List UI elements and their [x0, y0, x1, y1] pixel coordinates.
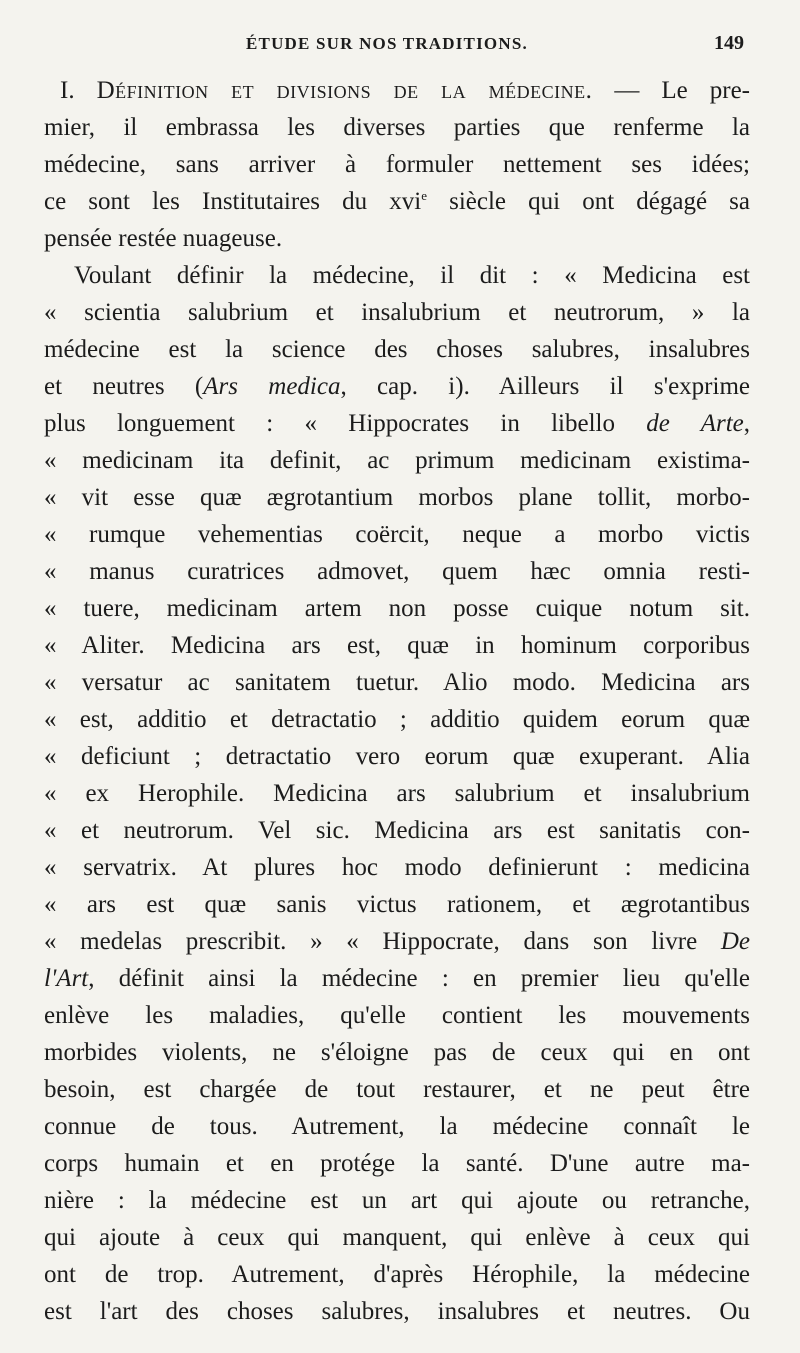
text-fragment: ,	[743, 410, 751, 437]
running-header	[40, 34, 750, 60]
text-line: « ars est quæ sanis victus rationem, et ægrotantibus	[44, 891, 750, 918]
text-line: « servatrix. At plures hoc modo definierunt : medicina	[44, 854, 750, 881]
text-line: connue de tous. Autrement, la médecine connaît le	[44, 1113, 750, 1140]
text-line: ont de trop. Autrement, d'après Hérophile, la médecine	[44, 1261, 750, 1288]
superscript: e	[421, 188, 427, 203]
page-number: 149	[714, 32, 744, 54]
text-line: « scientia salubrium et insalubrium et neutrorum, » la	[44, 299, 750, 326]
text-line: nière : la médecine est un art qui ajoute ou retranche,	[44, 1187, 750, 1214]
text-fragment: et neutres (	[44, 373, 204, 400]
text-line	[44, 927, 750, 957]
text-line: « Aliter. Medicina ars est, quæ in hominum corporibus	[44, 632, 750, 659]
text-fragment: ce sont les Institutaires du xvi	[44, 188, 422, 215]
text-line: mier, il embrassa les diverses parties que renferme la	[44, 114, 750, 141]
text-fragment: , définit ainsi la médecine : en premier lieu qu'elle	[88, 965, 750, 992]
paragraph-first-line: Voulant définir la médecine, il dit : « Medicina est	[74, 262, 750, 289]
italic-title: de Arte	[646, 410, 744, 437]
text-fragment: plus longuement : « Hippocrates in libello	[44, 410, 647, 437]
text-line: « versatur ac sanitatem tuetur. Alio modo. Medicina ars	[44, 669, 750, 696]
text-line: corps humain et en protége la santé. D'une autre ma-	[44, 1150, 750, 1177]
text-line: enlève les maladies, qu'elle contient les mouvements	[44, 1002, 750, 1029]
text-line: « est, additio et detractatio ; additio quidem eorum quæ	[44, 706, 750, 733]
text-line	[44, 187, 750, 217]
text-line: besoin, est chargée de tout restaurer, et ne peut être	[44, 1076, 750, 1103]
text-line: « medicinam ita definit, ac primum medicinam existima-	[44, 447, 750, 474]
italic-title: l'Art	[44, 965, 89, 992]
running-title: ÉTUDE SUR NOS TRADITIONS.	[246, 34, 528, 53]
section-title: Définition et divisions de la médecine.	[96, 77, 593, 104]
text-line	[44, 372, 750, 402]
text-line: « rumque vehementias coërcit, neque a morbo victis	[44, 521, 750, 548]
text-fragment: siècle qui ont dégagé sa	[426, 188, 750, 215]
text-line	[44, 964, 750, 994]
text-fragment: « medelas prescribit. » « Hippocrate, dans son livre	[44, 928, 721, 955]
text-line: « manus curatrices admovet, quem hæc omnia resti-	[44, 558, 750, 585]
italic-title: De	[720, 928, 750, 955]
text-line: médecine, sans arriver à formuler nettement ses idées;	[44, 151, 750, 178]
text-line: est l'art des choses salubres, insalubres et neutres. Ou	[44, 1298, 750, 1325]
text-line: médecine est la science des choses salubres, insalubres	[44, 336, 750, 363]
text-line: morbides violents, ne s'éloigne pas de ceux qui en ont	[44, 1039, 750, 1066]
text-line: pensée restée nuageuse.	[44, 225, 283, 252]
text-line: « vit esse quæ ægrotantium morbos plane tollit, morbo-	[44, 484, 750, 511]
text-fragment: , cap. i). Ailleurs il s'exprime	[340, 373, 750, 400]
text-line	[44, 409, 750, 439]
section-heading-continuation: — Le pre-	[592, 77, 750, 104]
text-line: qui ajoute à ceux qui manquent, qui enlève à ceux qui	[44, 1224, 750, 1251]
text-line: « et neutrorum. Vel sic. Medicina ars est sanitatis con-	[44, 817, 750, 844]
text-line: « ex Herophile. Medicina ars salubrium et insalubrium	[44, 780, 750, 807]
italic-title: Ars medica	[203, 373, 341, 400]
section-heading-line	[60, 76, 750, 106]
section-number: I.	[60, 77, 75, 104]
text-line: « deficiunt ; detractatio vero eorum quæ exuperant. Alia	[44, 743, 750, 770]
text-line: « tuere, medicinam artem non posse cuique notum sit.	[44, 595, 750, 622]
